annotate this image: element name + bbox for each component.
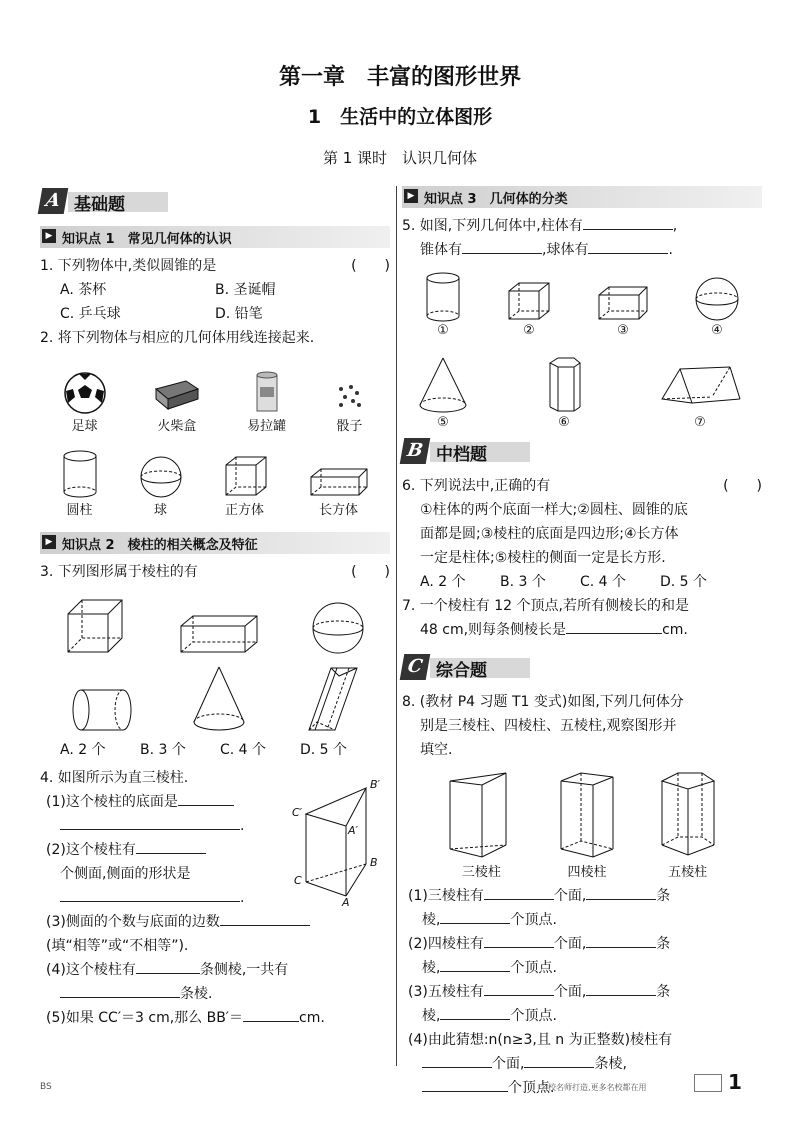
question-4-body: (1)这个棱柱的底面是 . (2)这个棱柱有 个侧面,侧面的形状是 . (3)侧面的个数与底面的边数 (填“相等”或“不相等”). (4)这个棱柱有 条侧棱,一共有 条棱. (5)如果 CC′＝3 cm,那么 BB′＝ cm. B′ C′ A′ B C A [40, 790, 390, 1030]
knowledge-point-3: ▶ 知识点 3 几何体的分类 [402, 186, 762, 208]
matchbox-image: 火柴盒 [152, 375, 202, 434]
quadrangular-prism-figure [557, 769, 617, 861]
level-a-badge: A [38, 188, 69, 214]
cuboid-shape: 长方体 [307, 465, 371, 518]
q2-objects-row [40, 354, 390, 434]
page-number: 1 [728, 1070, 742, 1094]
play-arrow-icon: ▶ [42, 535, 56, 549]
can-image: 易拉罐 [247, 371, 286, 434]
question-8: 8. (教材 P4 习题 T1 变式)如图,下列几何体分 [402, 694, 684, 710]
sphere-shape [310, 600, 366, 656]
footer-edition: BS [40, 1082, 52, 1092]
cuboid-shape [177, 612, 261, 656]
cube-shape [505, 279, 553, 323]
section-title: 1 生活中的立体图形 [307, 106, 493, 128]
question-6: 6. 下列说法中,正确的有 ( ) [402, 478, 762, 494]
chapter-title: 第一章 丰富的图形世界 [278, 65, 521, 90]
triangular-prism-shape [658, 363, 742, 415]
level-c-badge: C [400, 654, 431, 680]
cone-shape [416, 355, 470, 415]
left-column: A 基础题 ▶ 知识点 1 常见几何体的认识 1. 下列物体中,类似圆锥的是 ( ) A. 茶杯 B. 圣诞帽 C. 乒乓球 D. 铅笔 2. 将下列物体与相应的几何体用线连接起来. 足球 火柴盒 易拉罐 骰子 圆柱 球 正方体 长方体 ▶ 知识点 2 棱柱的相关概念及特征 3. 下列图形属于棱柱的有 ( ) A. 2 个 B. 3 个 C. 4 个 D. 5 个 4. 如图所示为直三棱柱. (1)这个棱柱的底面是 . (2)这个棱柱有 个侧面,侧面的形状是 . (3)侧面的个数与底面的边数 (填“相等”或“不相等”). (4)这个棱柱有 条侧棱,一共有 条棱. (5)如果 CC′＝3 cm,那么 BB′＝ cm. B′ C′ A′ B C A [40, 186, 390, 1030]
question-1-options: A. 茶杯 B. 圣诞帽 [60, 282, 276, 298]
question-2: 2. 将下列物体与相应的几何体用线连接起来. [40, 330, 315, 346]
cylinder-shape: 圆柱 [60, 449, 100, 518]
q5-shapes-row-1: ① ② ③ ④ [402, 266, 762, 338]
dice-image: 骰子 [331, 379, 367, 434]
cube-shape: 正方体 [222, 453, 268, 518]
publisher-logo-icon [694, 1074, 722, 1092]
right-triangular-prism-figure [286, 784, 386, 914]
q8-prisms-row: 三棱柱 四棱柱 五棱柱 [402, 766, 762, 880]
q3-shapes-row-2 [40, 660, 390, 734]
q5-shapes-row-2: ⑤ ⑥ ⑦ [402, 342, 762, 430]
horizontal-cylinder-shape [69, 686, 133, 734]
level-a-label: 基础题 [74, 195, 125, 215]
level-c-label: 综合题 [436, 661, 487, 681]
sphere-shape: 球 [139, 455, 183, 518]
column-divider [396, 186, 397, 1066]
question-4: 4. 如图所示为直三棱柱. [40, 770, 189, 786]
level-b-badge: B [400, 438, 431, 464]
q3-shapes-row-1 [40, 588, 390, 656]
question-7: 7. 一个棱柱有 12 个顶点,若所有侧棱长的和是 [402, 598, 689, 614]
play-arrow-icon: ▶ [42, 229, 56, 243]
question-3-options: A. 2 个 B. 3 个 C. 4 个 D. 5 个 [60, 742, 348, 758]
cylinder-shape [423, 271, 463, 323]
cuboid-shape [595, 283, 651, 323]
level-c-header [402, 652, 762, 686]
level-a-header [40, 186, 390, 220]
cone-shape [190, 664, 248, 734]
play-arrow-icon: ▶ [404, 189, 418, 203]
q2-solids-row [40, 438, 390, 518]
cube-shape [64, 596, 128, 656]
sphere-shape [693, 275, 741, 323]
question-6-options: A. 2 个 B. 3 个 C. 4 个 D. 5 个 [420, 574, 708, 590]
football-image: 足球 [63, 371, 107, 434]
question-1: 1. 下列物体中,类似圆锥的是 ( ) [40, 258, 390, 274]
level-b-label: 中档题 [436, 445, 487, 465]
knowledge-point-1: ▶ 知识点 1 常见几何体的认识 [40, 226, 390, 248]
lesson-title: 第 1 课时 认识几何体 [322, 149, 478, 167]
question-3: 3. 下列图形属于棱柱的有 ( ) [40, 564, 390, 580]
right-column: ▶ 知识点 3 几何体的分类 5. 如图,下列几何体中,柱体有 , 锥体有 ,球体有 . ① ② ③ ④ ⑤ ⑥ ⑦ B 中档题 6. 下列说法中,正确的有 ( ) ①柱体的两个底面一样大;②圆柱、圆锥的底 面都是圆;③棱柱的底面是四边形;④长方体 一定是柱体;⑤棱柱的侧面一定是长方形. A. 2 个 B. 3 个 C. 4 个 D. 5 个 7. 一个棱柱有 12 个顶点,若所有侧棱长的和是 48 cm,则每条侧棱长是 cm. C 综合题 8. (教材 P4 习题 T1 变式)如图,下列几何体分 别是三棱柱、四棱柱、五棱柱,观察图形并 填空. 三棱柱 四棱柱 五棱柱 (1)三棱柱有 个面, 条 棱, 个顶点. (2)四棱柱有 个面, 条 棱, 个顶点. (3)五棱柱有 个面, 条 棱, 个顶点. (4)由此猜想:n(n≥3,且 n 为正整数)棱柱有 个面, 条棱, 个顶点. [402, 186, 762, 1100]
pentagonal-prism-figure [658, 769, 718, 861]
question-5: 5. 如图,下列几何体中,柱体有 , [402, 214, 762, 238]
footer-slogan: 名校名师打造,更多名校都在用 [540, 1083, 647, 1092]
oblique-prism-shape [305, 664, 361, 734]
triangular-prism-figure [446, 769, 516, 861]
knowledge-point-2: ▶ 知识点 2 棱柱的相关概念及特征 [40, 532, 390, 554]
hexagonal-prism-shape [544, 355, 584, 415]
level-b-header [402, 436, 762, 470]
